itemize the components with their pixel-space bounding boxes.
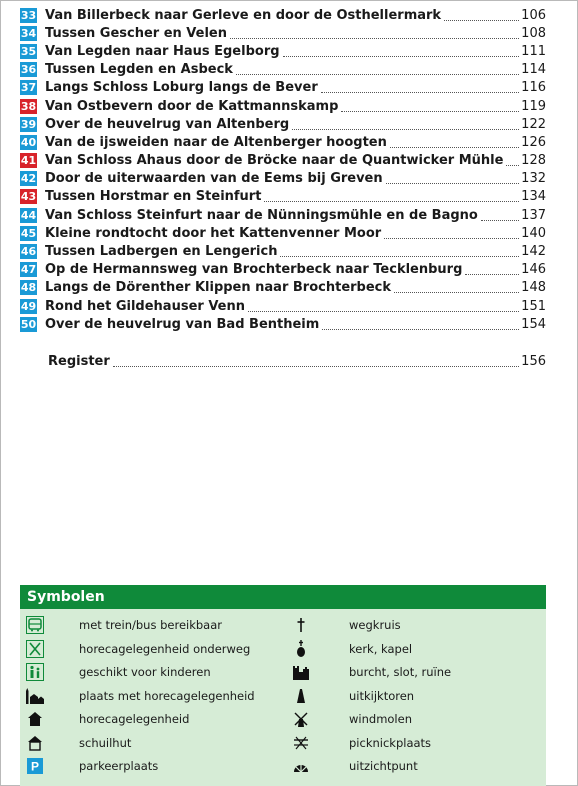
- route-number-badge: 43: [20, 190, 37, 204]
- route-number-badge: 37: [20, 81, 37, 95]
- page-number: 137: [521, 207, 546, 223]
- symbol-label: horecagelegenheid: [79, 712, 190, 726]
- toc-entry[interactable]: [20, 315, 546, 333]
- route-number-badge: 36: [20, 63, 37, 77]
- symbol-row: [290, 708, 412, 730]
- route-title: Van Schloss Steinfurt naar de Nünningsmühle en de Bagno: [45, 207, 478, 223]
- symbol-label: schuilhut: [79, 735, 132, 750]
- symbol-row: [24, 685, 255, 707]
- route-number-badge: 40: [20, 135, 37, 149]
- register-leader: [113, 366, 519, 367]
- symbol-row: [24, 638, 250, 660]
- route-title: Van Schloss Ahaus door de Bröcke naar de Quantwicker Mühle: [45, 153, 504, 169]
- register-page: 156: [521, 353, 546, 369]
- page-number: 148: [521, 280, 546, 296]
- route-number-badge: 50: [20, 317, 37, 331]
- toc-entry[interactable]: [20, 261, 546, 279]
- symbol-label: uitkijktoren: [349, 688, 415, 703]
- route-number-badge: 33: [20, 8, 37, 22]
- register-entry[interactable]: [48, 352, 546, 370]
- toc-entry[interactable]: [20, 170, 546, 188]
- dot-leader: [321, 92, 519, 93]
- route-number-badge: 35: [20, 44, 37, 58]
- toc-entry[interactable]: [20, 242, 546, 260]
- windmill-icon: [290, 709, 312, 729]
- route-title: Op de Hermannsweg van Brochterbeck naar Tecklenburg: [45, 262, 463, 278]
- toc-entry[interactable]: [20, 79, 546, 97]
- toc-entry[interactable]: [20, 133, 546, 151]
- toc-entry[interactable]: [20, 206, 546, 224]
- symbol-row: [290, 614, 401, 636]
- cutlery-icon: [24, 639, 46, 659]
- route-title: Tussen Gescher en Velen: [45, 25, 227, 41]
- dot-leader: [481, 220, 519, 221]
- route-title: Tussen Ladbergen en Lengerich: [45, 244, 278, 260]
- toc-entry[interactable]: [20, 6, 546, 24]
- symbols-legend: [20, 585, 546, 786]
- route-number-badge: 44: [20, 208, 37, 222]
- dot-leader: [390, 147, 519, 148]
- dot-leader: [292, 129, 519, 130]
- route-title: Langs de Dörenther Klippen naar Brochterbeck: [45, 280, 392, 296]
- dot-leader: [506, 165, 519, 166]
- tower-icon: [290, 686, 312, 706]
- route-title: Door de uiterwaarden van de Eems bij Greven: [45, 171, 383, 187]
- symbol-label: kerk, kapel: [349, 641, 413, 656]
- dot-leader: [230, 38, 519, 39]
- symbol-label: geschikt voor kinderen: [79, 665, 211, 679]
- page-number: 126: [521, 134, 546, 150]
- page-number: 108: [521, 25, 546, 41]
- toc-entry[interactable]: [20, 297, 546, 315]
- page-number: 119: [521, 98, 546, 114]
- route-number-badge: 46: [20, 245, 37, 259]
- dot-leader: [283, 56, 520, 57]
- toc-entry[interactable]: [20, 115, 546, 133]
- toc-entry[interactable]: [20, 224, 546, 242]
- route-title: Tussen Horstmar en Steinfurt: [45, 189, 262, 205]
- register-label: Register: [48, 353, 110, 369]
- route-title: Van Billerbeck naar Gerleve en door de Osthellermark: [45, 7, 442, 23]
- symbol-label: plaats met horecagelegenheid: [79, 688, 255, 703]
- toc-entry[interactable]: [20, 188, 546, 206]
- route-number-badge: 49: [20, 299, 37, 313]
- symbol-label: parkeerplaats: [79, 759, 159, 773]
- page-number: 146: [521, 262, 546, 278]
- dot-leader: [280, 256, 519, 257]
- dot-leader: [384, 238, 519, 239]
- symbol-row: [24, 732, 131, 754]
- route-number-badge: 41: [20, 154, 37, 168]
- route-title: Over de heuvelrug van Altenberg: [45, 116, 290, 132]
- route-title: Over de heuvelrug van Bad Bentheim: [45, 316, 320, 332]
- dot-leader: [236, 74, 519, 75]
- page-number: 134: [521, 189, 546, 205]
- route-number-badge: 39: [20, 117, 37, 131]
- church-icon: [290, 639, 312, 659]
- route-number-badge: 34: [20, 26, 37, 40]
- toc-entry[interactable]: [20, 97, 546, 115]
- route-number-badge: 48: [20, 281, 37, 295]
- symbol-row: [290, 661, 451, 683]
- family-icon: [24, 662, 46, 682]
- viewpoint-icon: [290, 756, 312, 776]
- route-number-badge: 45: [20, 226, 37, 240]
- page-number: 140: [521, 225, 546, 241]
- symbol-label: burcht, slot, ruïne: [349, 665, 452, 679]
- route-title: Van Legden naar Haus Egelborg: [45, 43, 280, 59]
- symbol-label: wegkruis: [349, 618, 401, 632]
- page-number: 142: [521, 244, 546, 260]
- route-title: Van Ostbevern door de Kattmannskamp: [45, 98, 339, 114]
- cross-icon: [290, 615, 312, 635]
- parking-icon: [24, 756, 46, 776]
- page-number: 116: [521, 80, 546, 96]
- dot-leader: [386, 183, 520, 184]
- symbol-label: windmolen: [349, 712, 412, 726]
- page-number: 111: [521, 43, 546, 59]
- dot-leader: [444, 20, 519, 21]
- page-number: 122: [521, 116, 546, 132]
- symbol-label: horecagelegenheid onderweg: [79, 641, 251, 656]
- route-number-badge: 42: [20, 172, 37, 186]
- symbol-label: met trein/bus bereikbaar: [79, 618, 222, 632]
- toc-entry[interactable]: [20, 61, 546, 79]
- page-number: 114: [521, 62, 546, 78]
- symbols-title: Symbolen: [20, 585, 546, 609]
- toc-entry[interactable]: [20, 152, 546, 170]
- page-number: 106: [521, 7, 546, 23]
- picnic-icon: [290, 733, 312, 753]
- page-number: 154: [521, 316, 546, 332]
- shelter-icon: [24, 733, 46, 753]
- toc-entry[interactable]: [20, 42, 546, 60]
- symbol-row: [290, 685, 414, 707]
- toc-entry[interactable]: [20, 279, 546, 297]
- bus-icon: [24, 615, 46, 635]
- dot-leader: [341, 111, 519, 112]
- dot-leader: [248, 311, 519, 312]
- symbol-label: picknickplaats: [349, 735, 432, 750]
- route-title: Tussen Legden en Asbeck: [45, 62, 233, 78]
- route-title: Van de ijsweiden naar de Altenberger hoogten: [45, 134, 387, 150]
- route-title: Rond het Gildehauser Venn: [45, 298, 245, 314]
- page-number: 151: [521, 298, 546, 314]
- page-number: 132: [521, 171, 546, 187]
- route-number-badge: 47: [20, 263, 37, 277]
- symbol-row: [24, 708, 189, 730]
- dot-leader: [465, 274, 519, 275]
- symbol-label: uitzichtpunt: [349, 759, 418, 773]
- route-title: Kleine rondtocht door het Kattenvenner Moor: [45, 225, 382, 241]
- symbol-row: [24, 614, 222, 636]
- table-of-contents: [20, 6, 546, 333]
- castle-icon: [290, 662, 312, 682]
- symbol-row: [290, 755, 418, 777]
- dot-leader: [264, 201, 519, 202]
- symbol-row: [24, 755, 158, 777]
- symbol-row: [290, 732, 431, 754]
- svg-text:P: P: [30, 759, 40, 774]
- village-icon: [24, 686, 46, 706]
- symbol-row: [290, 638, 412, 660]
- route-number-badge: 38: [20, 99, 37, 113]
- symbol-row: [24, 661, 211, 683]
- toc-entry[interactable]: [20, 24, 546, 42]
- route-title: Langs Schloss Loburg langs de Bever: [45, 80, 318, 96]
- page-number: 128: [521, 153, 546, 169]
- dot-leader: [322, 329, 519, 330]
- dot-leader: [394, 292, 519, 293]
- house-filled-icon: [24, 709, 46, 729]
